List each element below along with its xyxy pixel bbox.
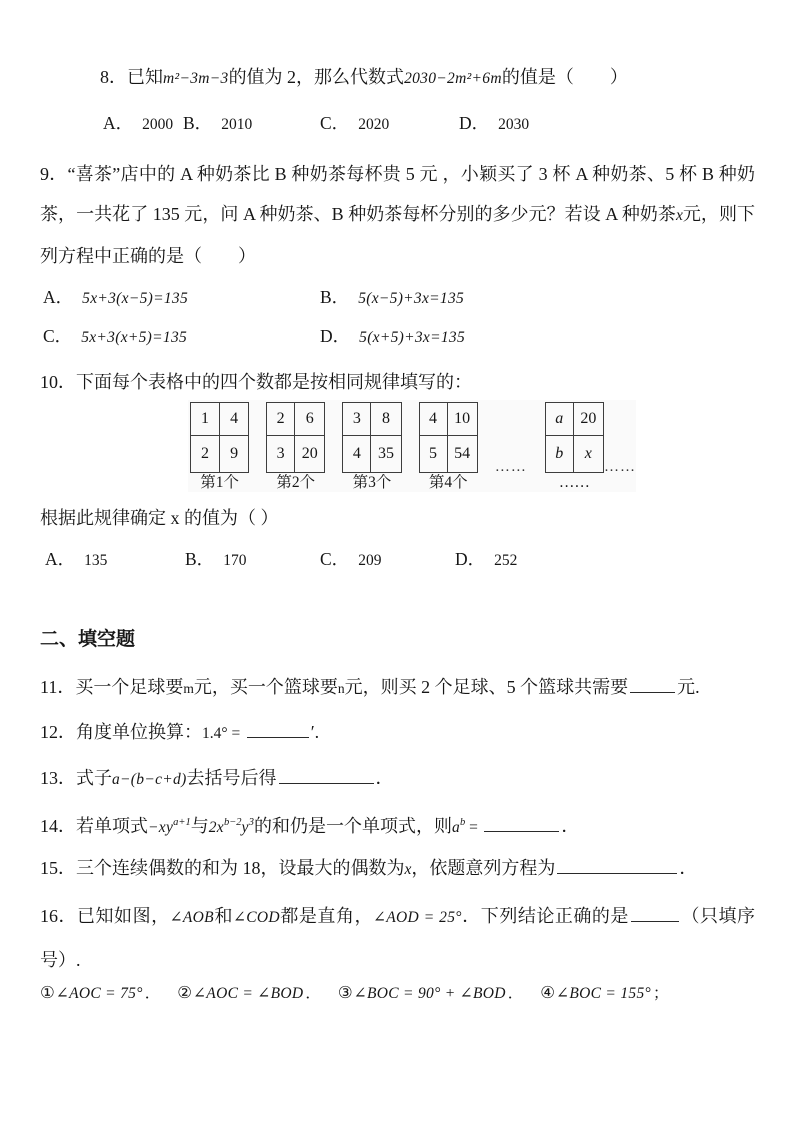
grid-label: 第3个	[352, 474, 392, 491]
q16-text-4: ．下列结论正确的是	[461, 906, 629, 926]
q8-option-c	[320, 111, 459, 137]
question-12	[40, 718, 755, 748]
q15-text-1: 三个连续偶数的和为 18，设最大的偶数为	[76, 858, 405, 878]
q14-monomial-1: −xy	[148, 819, 174, 836]
grid-label: 第2个	[276, 474, 316, 491]
q11-number: 11．	[40, 677, 76, 697]
option-value: 5(x+5)+3x=135	[359, 329, 466, 346]
q11-text-2: 元，买一个篮球要	[193, 677, 338, 697]
grid-cell: 20	[295, 436, 325, 473]
grid-cell: 10	[447, 403, 477, 436]
q8-number: 8．	[100, 67, 127, 87]
answer-blank	[631, 907, 679, 922]
option-label: B．	[185, 549, 215, 569]
grid-cell: x	[573, 436, 603, 473]
circled-number: ③	[337, 983, 353, 1002]
q9-option-b	[320, 285, 755, 311]
q8-text-2: 的值为 2，那么代数式	[228, 67, 405, 87]
statement-separator: ；	[653, 985, 669, 1002]
grid-cell: 4	[220, 403, 249, 436]
q13-math: a−(b−c+d)	[112, 771, 187, 788]
q15-text-2: ，依题意列方程为	[411, 858, 556, 878]
grid-cell: 3	[267, 436, 295, 473]
option-value: 135	[84, 552, 108, 569]
grid-cell: 2	[191, 436, 220, 473]
option-value: 2030	[498, 116, 530, 133]
option-value: 2000	[142, 116, 174, 133]
circled-number: ①	[40, 983, 55, 1002]
answer-blank	[279, 769, 374, 784]
q16-number: 16．	[40, 906, 78, 926]
q15-text-3: ．	[679, 858, 698, 878]
q11-text-3: 元，则买 2 个足球、5 个篮球共需要	[344, 677, 629, 697]
q9-math-x: x	[675, 207, 683, 224]
q14-result-base: a	[451, 819, 461, 836]
q9-options	[43, 285, 755, 350]
option-label: A．	[103, 113, 134, 133]
statement-separator: ．	[305, 985, 321, 1002]
q12-number: 12．	[40, 722, 76, 742]
q9-text-1: “喜茶”店中的 A 种奶茶比 B 种奶茶每杯贵 5 元 ，小颖买了 3 杯 A 种奶茶、5 杯 B 种奶茶，一共花了 135 元，问 A 种奶茶、B 种奶茶每杯分别的多少元？若设 A 种奶茶	[40, 164, 756, 224]
q12-text-2: ′.	[310, 722, 320, 742]
section-title-fill-in: 二、填空题	[40, 629, 136, 650]
option-value: 209	[358, 552, 382, 569]
q9-text-2: 元，则下列方程中正确的是（ ）	[40, 204, 755, 266]
q8-option-b	[183, 111, 320, 137]
grid-cell: 3	[343, 403, 371, 436]
q11-text-1: 买一个足球要	[75, 677, 184, 697]
q14-number: 14．	[40, 816, 76, 836]
option-label: A．	[43, 287, 74, 307]
answer-blank	[247, 723, 309, 738]
q14-result-exponent: b	[460, 817, 466, 828]
grid-cell: 4	[419, 403, 447, 436]
option-label: D．	[455, 549, 486, 569]
q16-text-5: （只填序号）.	[40, 906, 755, 970]
q10-options	[45, 547, 755, 573]
q10-option-b	[185, 547, 320, 573]
option-value: 5(x−5)+3x=135	[358, 290, 465, 307]
q8-option-a	[103, 111, 183, 137]
grid-label: ……	[558, 474, 590, 491]
option-value: 252	[494, 552, 518, 569]
q8-math-2: 2030−2m²+6m	[404, 70, 502, 87]
q8-text-3: 的值是（ ）	[501, 67, 628, 87]
q14-text-1: 若单项式	[76, 816, 148, 836]
q10-option-a	[45, 547, 185, 573]
q14-exponent-2: b−2	[223, 817, 242, 828]
question-11	[40, 673, 755, 703]
q11-text-4: 元.	[677, 677, 700, 697]
grid-label: 第1个	[200, 474, 239, 491]
answer-blank	[484, 817, 559, 832]
grid-cell: 6	[295, 403, 325, 436]
grid-label: 第4个	[428, 474, 468, 491]
circled-number: ④	[540, 983, 556, 1002]
q10-option-c	[320, 547, 455, 573]
answer-blank	[630, 678, 675, 693]
grid-cell: 4	[343, 436, 371, 473]
option-label: A．	[45, 549, 76, 569]
statement-math: ∠BOC = 155°	[556, 985, 651, 1002]
grid-cell: 54	[447, 436, 477, 473]
question-15	[40, 854, 755, 884]
q12-text-1: 角度单位换算：	[76, 722, 202, 742]
grid-cell: 20	[573, 403, 603, 436]
q9-option-a	[43, 285, 320, 311]
q16-angle-aod: ∠AOD = 25°	[372, 909, 462, 926]
q16-angle-cod: ∠COD	[232, 909, 280, 926]
grid-cell: 5	[419, 436, 447, 473]
q8-text-1: 已知	[127, 67, 163, 87]
statement-math: ∠AOC = ∠BOD	[193, 985, 304, 1002]
option-value: 2010	[221, 116, 253, 133]
q14-monomial-2b: y	[241, 819, 249, 836]
question-9	[40, 154, 755, 276]
q14-equals: =	[465, 819, 478, 836]
answer-blank	[557, 859, 677, 874]
option-label: C．	[320, 113, 350, 133]
option-label: B．	[320, 287, 350, 307]
q9-option-d	[320, 324, 755, 350]
q14-monomial-2: 2x	[208, 819, 224, 836]
q11-var-n: n	[337, 681, 345, 696]
q16-text-2: 和	[213, 906, 233, 926]
statement-math: ∠AOC = 75°	[55, 985, 143, 1002]
option-value: 5x+3(x+5)=135	[81, 329, 188, 346]
grid-cell: 35	[371, 436, 401, 473]
grid-n	[545, 402, 604, 492]
q14-text-3: 的和仍是一个单项式，则	[253, 816, 452, 836]
question-16	[40, 895, 755, 981]
q10-option-d	[455, 547, 517, 573]
question-10	[40, 369, 755, 395]
ellipsis: ……	[604, 459, 637, 475]
option-label: B．	[183, 113, 213, 133]
grid-cell: a	[545, 403, 573, 436]
question-8	[100, 64, 755, 92]
q15-number: 15．	[40, 858, 76, 878]
q10-number-grids-figure	[188, 400, 636, 492]
grid-cell: 2	[267, 403, 295, 436]
grid-3	[342, 402, 401, 492]
circled-number: ②	[177, 983, 193, 1002]
q13-number: 13．	[40, 768, 76, 788]
option-value: 5x+3(x−5)=135	[82, 290, 189, 307]
q9-option-c	[43, 324, 320, 350]
ellipsis: ……	[494, 459, 527, 475]
option-label: D．	[320, 326, 351, 346]
statement-3	[338, 981, 523, 1006]
q8-option-d	[459, 111, 529, 137]
q16-statements	[40, 981, 755, 1006]
q14-text-4: ．	[561, 816, 580, 836]
statement-2	[177, 981, 321, 1006]
q8-options	[103, 111, 755, 137]
q11-var-m: m	[183, 681, 194, 696]
q16-angle-aob: ∠AOB	[169, 909, 214, 926]
grid-cell: 9	[220, 436, 249, 473]
question-13	[40, 764, 755, 794]
q14-exponent-1: a+1	[173, 817, 191, 828]
statement-separator: ．	[144, 985, 161, 1002]
grid-4	[419, 402, 478, 492]
statement-math: ∠BOC = 90° + ∠BOD	[353, 985, 506, 1002]
grid-cell: 1	[191, 403, 220, 436]
q15-var-x: x	[404, 861, 412, 878]
q14-exponent-2b: 3	[248, 817, 254, 828]
statement-separator: ．	[507, 985, 524, 1002]
q13-text-3: ．	[375, 768, 394, 788]
q10-number: 10．	[40, 372, 76, 392]
q10-text-1: 下面每个表格中的四个数都是按相同规律填写的：	[76, 372, 472, 392]
q12-math: 1.4° =	[202, 725, 241, 742]
q10-prompt: 根据此规律确定 x 的值为（ ）	[40, 508, 279, 528]
q8-math-1: m²−3m−3	[163, 70, 229, 87]
q14-text-2: 与	[190, 816, 209, 836]
q13-text-2: 去括号后得	[186, 768, 277, 788]
q16-text-3: 都是直角，	[279, 906, 373, 926]
q9-number: 9．	[40, 164, 68, 184]
option-label: D．	[459, 113, 490, 133]
q16-text-1: 已知如图，	[77, 906, 170, 926]
option-value: 170	[223, 552, 247, 569]
question-14	[40, 808, 755, 842]
grid-1	[190, 402, 249, 492]
statement-1	[40, 981, 160, 1006]
grid-cell: b	[545, 436, 573, 473]
q13-text-1: 式子	[76, 768, 112, 788]
grid-2	[266, 402, 325, 492]
statement-4	[540, 981, 668, 1006]
option-label: C．	[43, 326, 73, 346]
option-value: 2020	[358, 116, 390, 133]
option-label: C．	[320, 549, 350, 569]
grid-cell: 8	[371, 403, 401, 436]
